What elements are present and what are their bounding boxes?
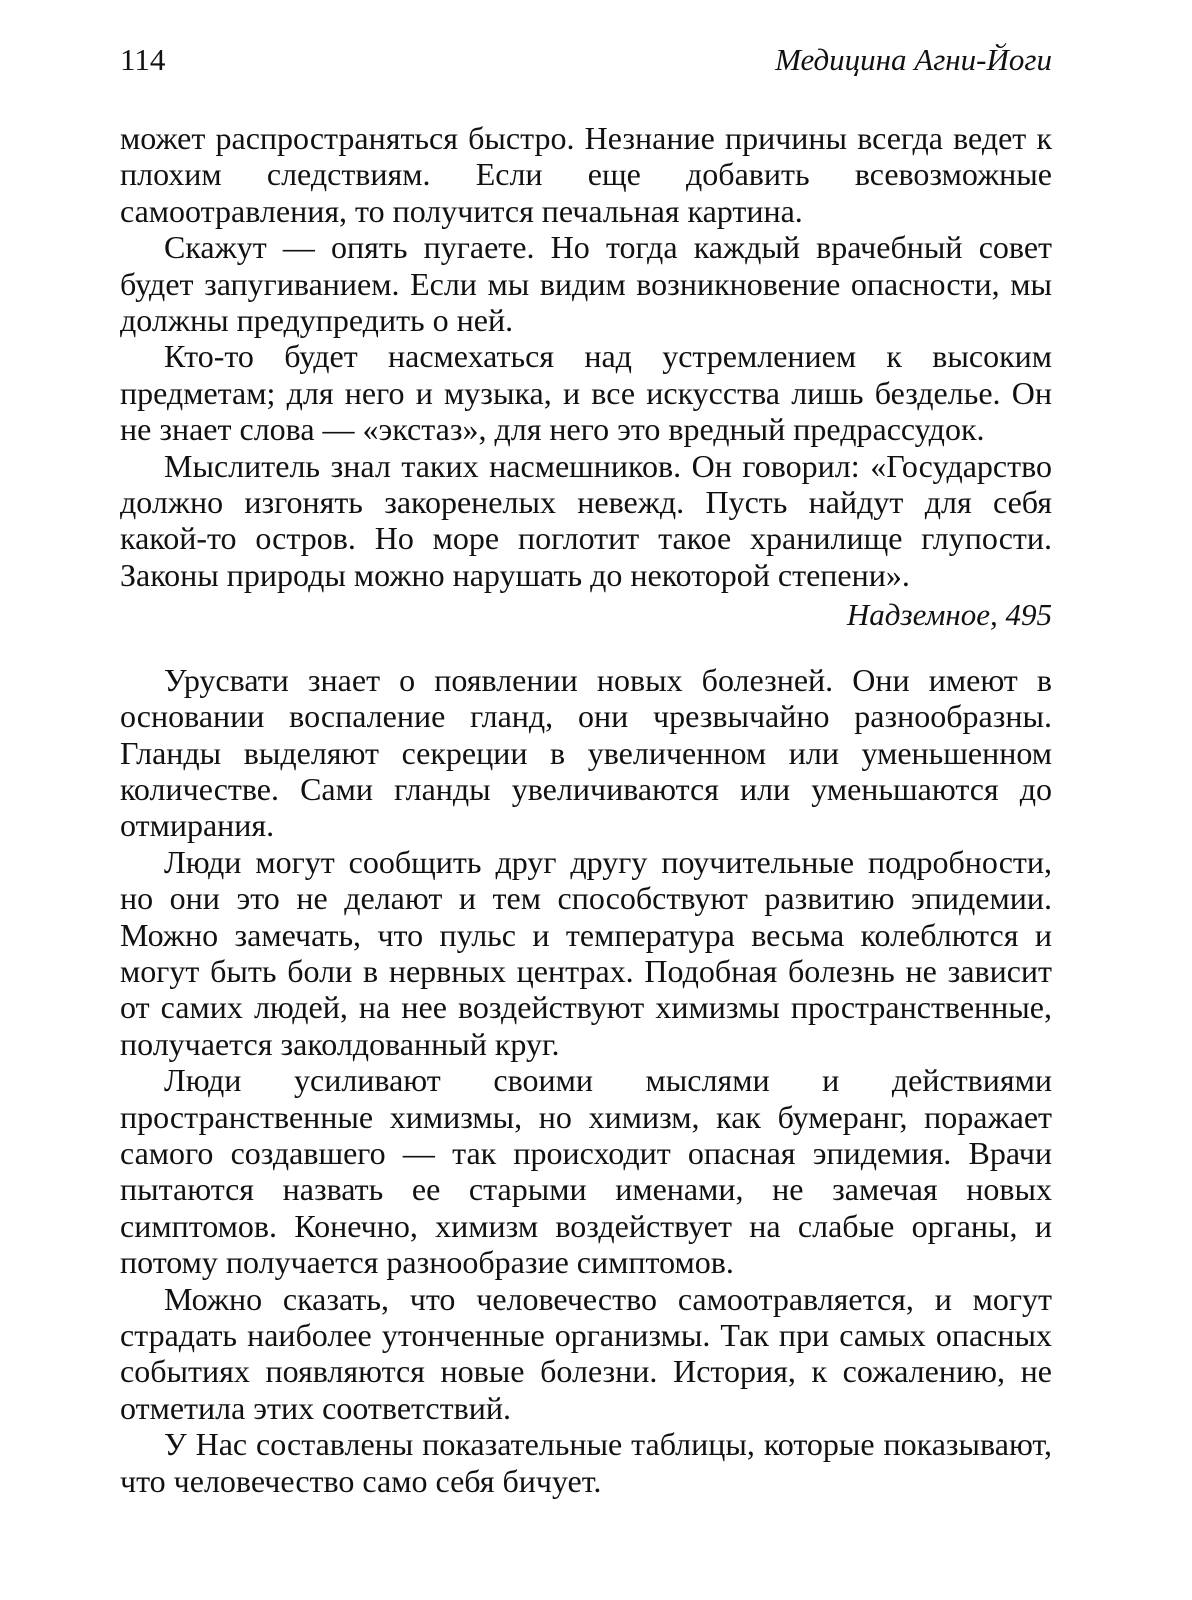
page-number: 114 [120, 42, 166, 77]
paragraph: Скажут — опять пугаете. Но тогда каждый врачебный совет будет запугиванием. Если мы видим возникновение опасности, мы должны предупредить о ней. [120, 229, 1052, 339]
running-title: Медицина Агни-Йоги [775, 42, 1052, 77]
source-citation: Надземное, 495 [846, 597, 1052, 633]
paragraph: Кто-то будет насмехаться над устремлением к высоким предметам; для него и музыка, и все искусства лишь безделье. Он не знает слова — «экстаз», для него это вредный предрассудок. [120, 338, 1052, 448]
text-section-1 [120, 120, 1052, 634]
paragraph: У Нас составлены показательные таблицы, которые показывают, что человечество само себя бичует. [120, 1426, 1052, 1499]
paragraph: Люди усиливают своими мыслями и действиями пространственные химизмы, но химизм, как бумеранг, поражает самого создавшего — так происходит опасная эпидемия. Врачи пытаются назвать ее старыми именами, не замечая новых симптомов. Конечно, химизм воздействует на слабые органы, и потому получается разнообразие симптомов. [120, 1062, 1052, 1281]
page-header [120, 40, 1052, 80]
paragraph: может распространяться быстро. Незнание причины всегда ведет к плохим следствиям. Если еще добавить всевозможные самоотравления, то получится печальная картина. [120, 120, 1052, 229]
text-section-2 [120, 662, 1052, 1499]
book-page [120, 40, 1052, 1499]
paragraph: Люди могут сообщить друг другу поучительные подробности, но они это не делают и тем способствуют развитию эпидемии. Можно замечать, что пульс и температура весьма колеблются и могут быть боли в нервных центрах. Подобная болезнь не зависит от самих людей, на нее воздействуют химизмы пространственные, получается заколдованный круг. [120, 843, 1052, 1062]
paragraph: Можно сказать, что человечество самоотравляется, и могут страдать наиболее утонченные организмы. Так при самых опасных событиях появляются новые болезни. История, к сожалению, не отметила этих соответствий. [120, 1280, 1052, 1426]
paragraph: Урусвати знает о появлении новых болезней. Они имеют в основании воспаление гланд, они чрезвычайно разнообразны. Гланды выделяют секреции в увеличенном или уменьшенном количестве. Сами гланды увеличиваются или уменьшаются до отмирания. [120, 661, 1052, 844]
paragraph: Мыслитель знал таких насмешников. Он говорил: «Государство должно изгонять закоренелых невежд. Пусть найдут для себя какой-то остров. Но море поглотит такое хранилище глупости. Законы природы можно нарушать до некоторой степени». [120, 447, 1052, 593]
